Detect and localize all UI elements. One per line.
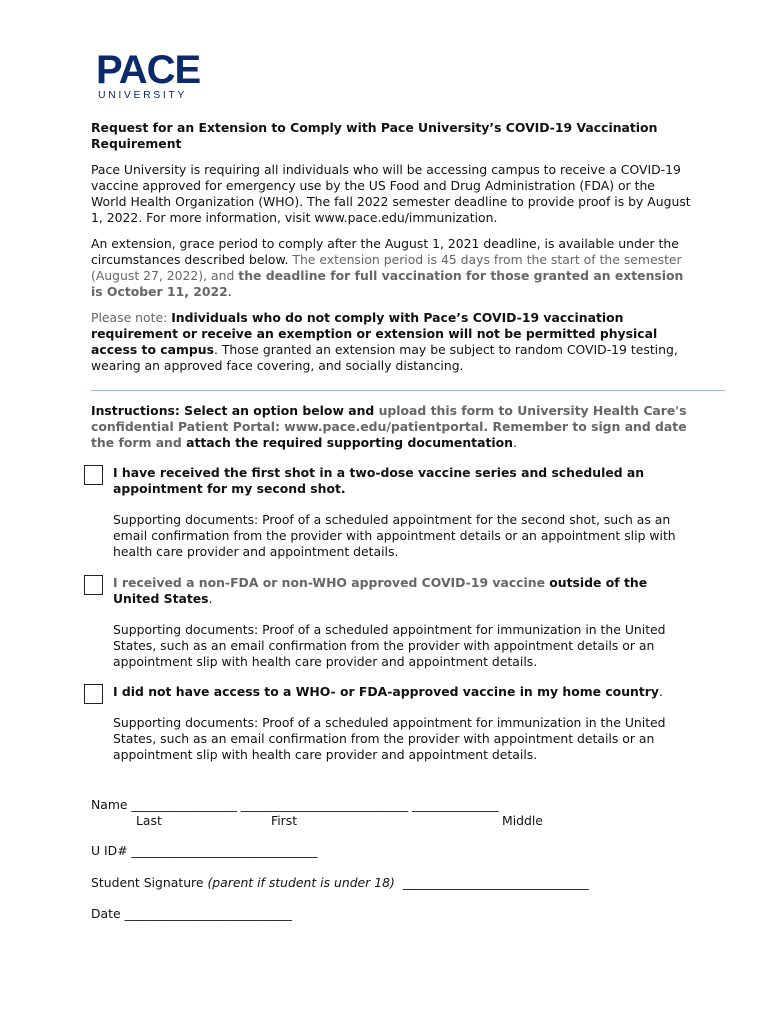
intro-paragraph: Pace University is requiring all individuals who will be accessing campus to receive a COVID-19 vaccine approved for emergency use by the US Food and Drug Administration (FDA) or the World Health Organization (WHO). The fall 2022 semester deadline to provide proof is by August 1, 2022. For more information, visit www.pace.edu/immunization. — [91, 162, 691, 225]
middle-name-label: Middle — [502, 813, 543, 828]
first-shot-checkbox[interactable] — [84, 465, 103, 485]
name-field[interactable]: Name _________________ ___________________________ ______________ — [91, 797, 499, 812]
option-label: I have received the first shot in a two-dose vaccine series and scheduled an appointment for my second shot. — [113, 465, 645, 496]
option-support-text: Supporting documents: Proof of a scheduled appointment for immunization in the United States, such as an email confirmation from the provider with appointment details or an appointment slip with health care provider and appointment details. — [113, 715, 666, 762]
uid-field[interactable]: U ID# ______________________________ — [91, 843, 318, 858]
option-label: I received a non-FDA or non-WHO approved COVID-19 vaccine outside of the United States. — [113, 575, 648, 606]
option-first-shot — [84, 465, 694, 560]
option-support-text: Supporting documents: Proof of a scheduled appointment for immunization in the United States, such as an email confirmation from the provider with appointment details or an appointment slip with health care provider and appointment details. — [113, 622, 666, 669]
note-paragraph: Please note: Individuals who do not comply with Pace’s COVID-19 vaccination requirement or receive an exemption or extension will not be permitted physical access to campus. Those granted an extension may be subject to random COVID-19 testing, wearing an approved face covering, and socially distancing. — [91, 310, 678, 373]
signature-field[interactable]: Student Signature (parent if student is under 18) ______________________________ — [91, 875, 589, 890]
non-fda-vaccine-checkbox[interactable] — [84, 575, 103, 595]
logo-wordmark: PACE — [96, 48, 201, 92]
option-label: I did not have access to a WHO- or FDA-approved vaccine in my home country. — [113, 684, 663, 699]
form-title: Request for an Extension to Comply with Pace University’s COVID-19 Vaccination Requirement — [91, 120, 658, 151]
last-name-label: Last — [136, 813, 162, 828]
date-field[interactable]: Date ___________________________ — [91, 906, 292, 921]
option-no-access — [84, 684, 694, 763]
no-access-checkbox[interactable] — [84, 684, 103, 704]
logo-subtitle: UNIVERSITY — [98, 89, 188, 101]
section-divider — [91, 390, 725, 391]
option-support-text: Supporting documents: Proof of a scheduled appointment for the second shot, such as an email confirmation from the provider with appointment details or an appointment slip with health care provider and appointment details. — [113, 512, 676, 559]
instructions-paragraph: Instructions: Select an option below and upload this form to University Health Care's confidential Patient Portal: www.pace.edu/patientportal. Remember to sign and date the form and attach the required supporting documentation. — [91, 403, 687, 450]
pace-university-logo — [96, 48, 202, 101]
first-name-label: First — [271, 813, 298, 828]
option-non-fda-vaccine — [84, 575, 694, 670]
extension-paragraph: An extension, grace period to comply after the August 1, 2021 deadline, is available under the circumstances described below. The extension period is 45 days from the start of the semester (August 27, 2022), and the deadline for full vaccination for those granted an extension is October 11, 2022. — [91, 236, 684, 299]
form-intro — [91, 120, 691, 384]
